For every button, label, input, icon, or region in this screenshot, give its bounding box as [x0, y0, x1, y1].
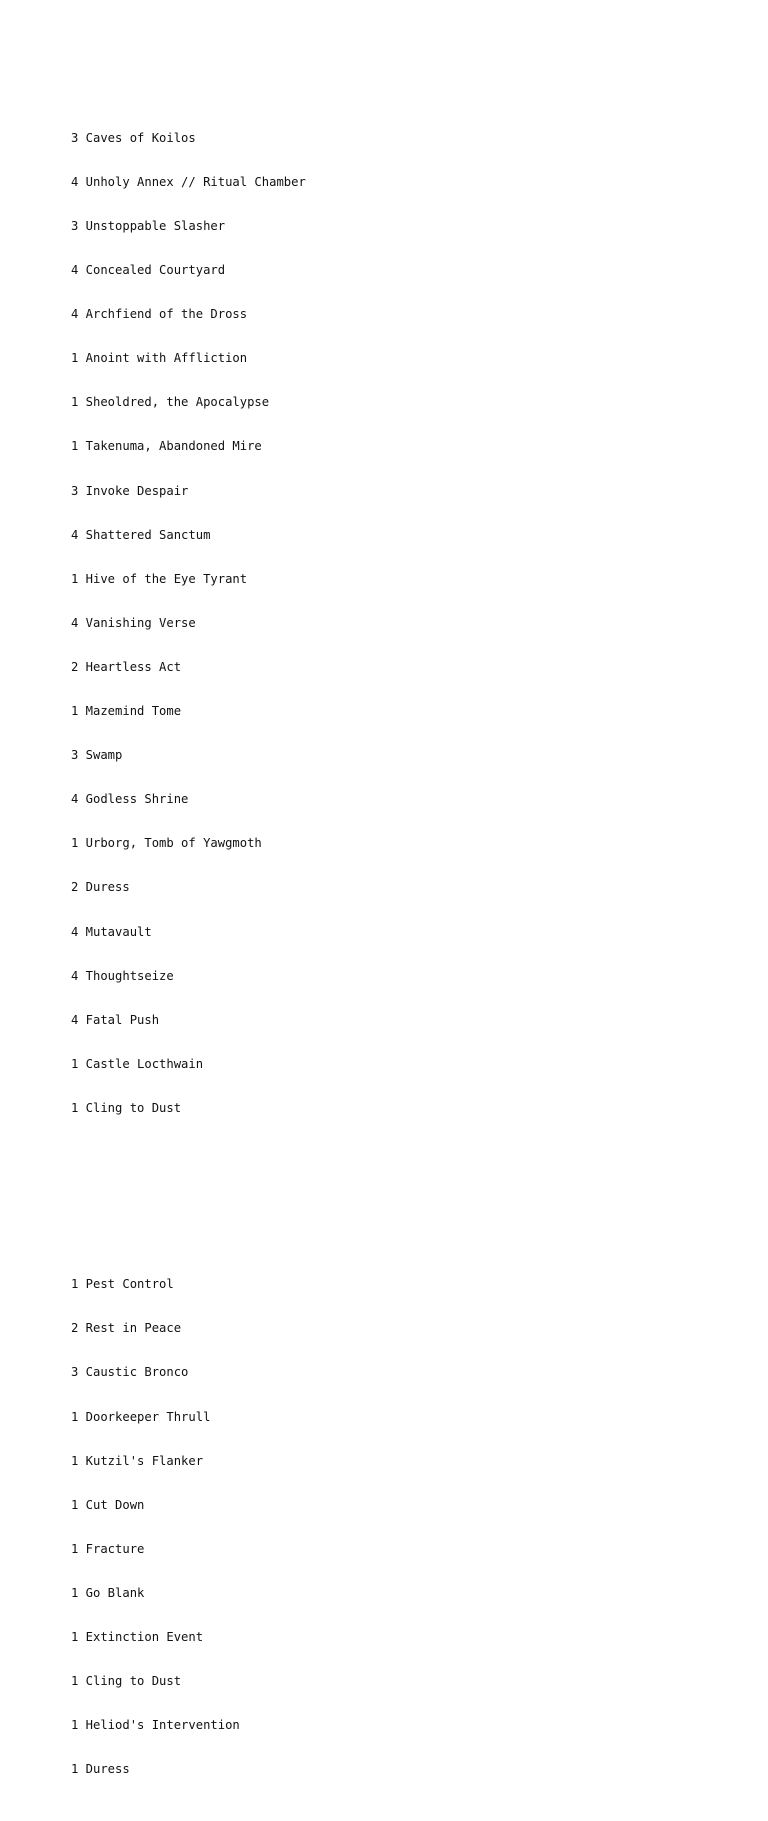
list-item: 3 Caustic Bronco — [71, 1365, 189, 1380]
list-item: 1 Extinction Event — [71, 1630, 204, 1645]
list-item: 1 Sheoldred, the Apocalypse — [71, 395, 270, 410]
list-item: 1 Takenuma, Abandoned Mire — [71, 439, 262, 454]
sideboard-list — [71, 1248, 731, 1807]
list-item: 4 Godless Shrine — [71, 792, 189, 807]
list-item: 1 Cut Down — [71, 1497, 145, 1512]
list-item: 4 Mutavault — [71, 924, 152, 939]
list-item: 1 Cling to Dust — [71, 1100, 182, 1115]
list-item: 1 Hive of the Eye Tyrant — [71, 571, 248, 586]
list-item: 1 Mazemind Tome — [71, 704, 182, 719]
list-item: 4 Thoughtseize — [71, 968, 174, 983]
list-item: 3 Caves of Koilos — [71, 130, 196, 145]
list-item: 4 Fatal Push — [71, 1012, 160, 1027]
section-spacer — [71, 1189, 731, 1204]
list-item: 3 Swamp — [71, 748, 123, 763]
list-item: 3 Invoke Despair — [71, 483, 189, 498]
list-item: 2 Duress — [71, 880, 130, 895]
list-item: 1 Heliod's Intervention — [71, 1718, 240, 1733]
list-item: 1 Pest Control — [71, 1277, 174, 1292]
list-item: 4 Vanishing Verse — [71, 615, 196, 630]
list-item: 4 Unholy Annex // Ritual Chamber — [71, 174, 306, 189]
list-item: 1 Urborg, Tomb of Yawgmoth — [71, 836, 262, 851]
main-deck-list — [71, 101, 731, 1145]
list-item: 1 Anoint with Affliction — [71, 351, 248, 366]
list-item: 1 Fracture — [71, 1541, 145, 1556]
list-item: 1 Go Blank — [71, 1585, 145, 1600]
list-item: 1 Castle Locthwain — [71, 1056, 204, 1071]
list-item: 4 Shattered Sanctum — [71, 527, 211, 542]
list-item: 1 Duress — [71, 1762, 130, 1777]
list-item: 1 Doorkeeper Thrull — [71, 1409, 211, 1424]
decklist-document — [71, 72, 731, 1821]
list-item: 2 Rest in Peace — [71, 1321, 182, 1336]
list-item: 3 Unstoppable Slasher — [71, 219, 226, 233]
list-item: 4 Archfiend of the Dross — [71, 307, 248, 322]
list-item: 1 Kutzil's Flanker — [71, 1453, 204, 1468]
list-item: 1 Cling to Dust — [71, 1674, 182, 1689]
list-item: 2 Heartless Act — [71, 659, 182, 674]
list-item: 4 Concealed Courtyard — [71, 263, 226, 278]
